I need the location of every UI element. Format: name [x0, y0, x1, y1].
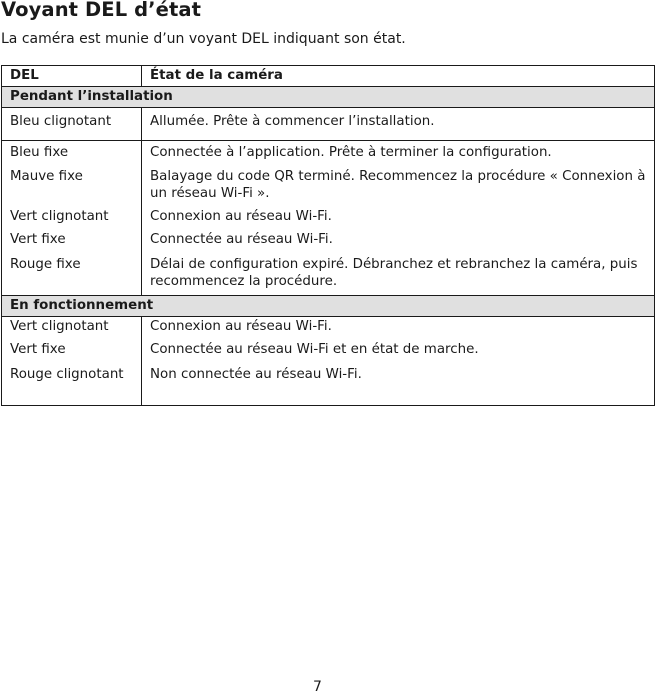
- header-led: DEL: [2, 66, 142, 87]
- state-cell: Non connectée au réseau Wi-Fi.: [142, 363, 655, 406]
- header-camera-state: État de la caméra: [142, 66, 655, 87]
- table-row: [2, 141, 655, 166]
- led-status-table: [1, 65, 655, 406]
- table-row: [2, 165, 655, 207]
- table-header-row: [2, 66, 655, 87]
- table-row: [2, 108, 655, 141]
- section-row-installation: [2, 87, 655, 108]
- led-cell: Rouge clignotant: [2, 363, 142, 406]
- state-cell: Connectée au réseau Wi-Fi.: [142, 230, 655, 253]
- state-cell: Balayage du code QR terminé. Recommencez la procédure « Connexion à un réseau Wi-Fi ».: [142, 165, 655, 207]
- intro-text: La caméra est munie d’un voyant DEL indiquant son état.: [1, 31, 406, 47]
- led-cell: Mauve fixe: [2, 165, 142, 207]
- led-cell: Vert clignotant: [2, 317, 142, 341]
- led-cell: Bleu fixe: [2, 141, 142, 166]
- led-cell: Rouge fixe: [2, 253, 142, 296]
- section-title: En fonctionnement: [2, 296, 655, 317]
- section-row-operation: [2, 296, 655, 317]
- led-cell: Vert fixe: [2, 340, 142, 363]
- led-cell: Bleu clignotant: [2, 108, 142, 141]
- state-cell: Connexion au réseau Wi-Fi.: [142, 207, 655, 230]
- table-row: [2, 253, 655, 296]
- section-title: Pendant l’installation: [2, 87, 655, 108]
- table-row: [2, 230, 655, 253]
- state-cell: Délai de configuration expiré. Débranchez et rebranchez la caméra, puis recommencez la procédure.: [142, 253, 655, 296]
- table-row: [2, 340, 655, 363]
- table-row: [2, 363, 655, 406]
- state-cell: Connectée à l’application. Prête à terminer la configuration.: [142, 141, 655, 166]
- page-number: 7: [313, 679, 322, 695]
- state-cell: Allumée. Prête à commencer l’installation.: [142, 108, 655, 141]
- state-cell: Connectée au réseau Wi-Fi et en état de marche.: [142, 340, 655, 363]
- page-title: Voyant DEL d’état: [1, 0, 202, 21]
- led-cell: Vert fixe: [2, 230, 142, 253]
- led-cell: Vert clignotant: [2, 207, 142, 230]
- state-cell: Connexion au réseau Wi-Fi.: [142, 317, 655, 341]
- table-row: [2, 317, 655, 341]
- table-row: [2, 207, 655, 230]
